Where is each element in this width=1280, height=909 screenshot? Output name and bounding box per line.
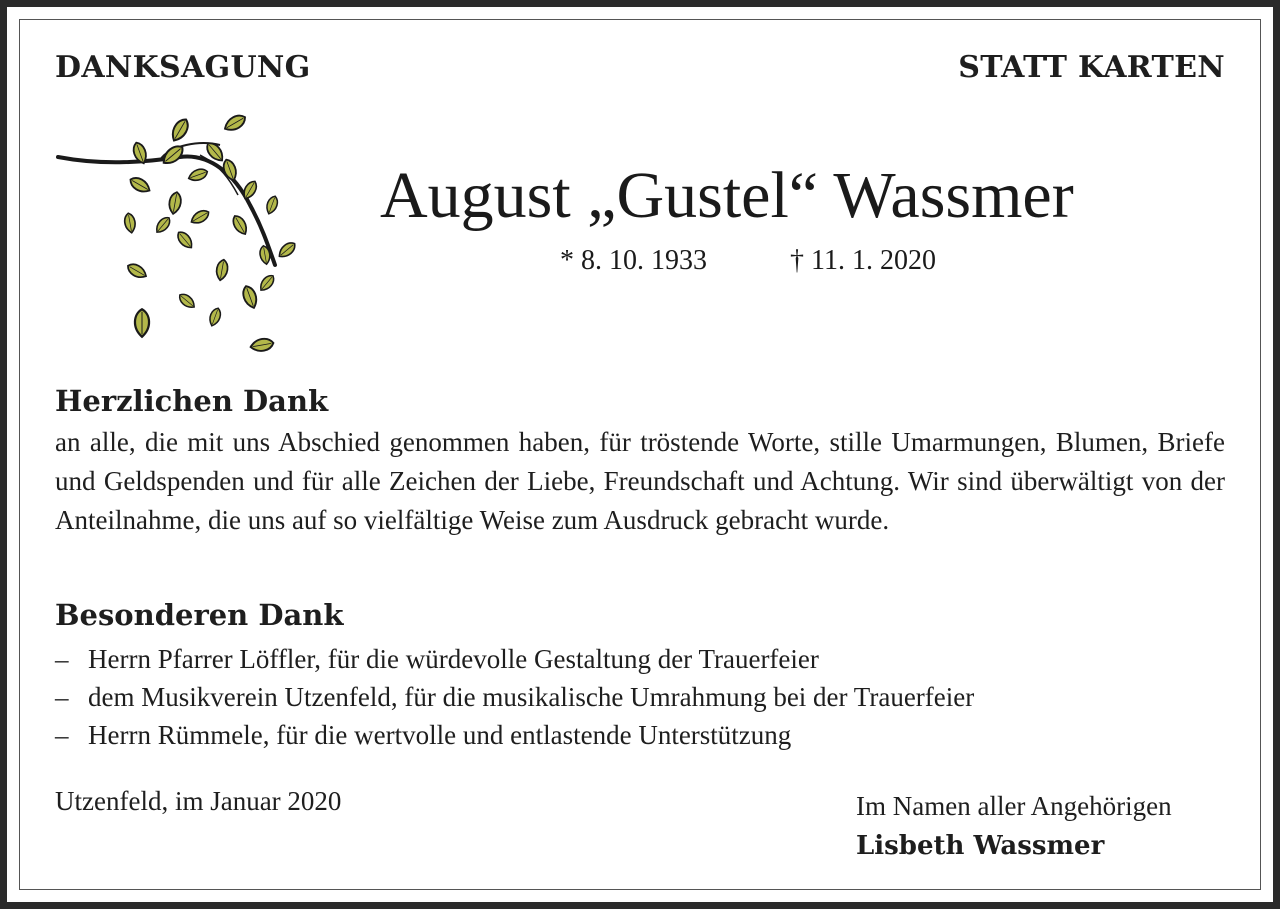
dash-bullet: – (55, 682, 69, 712)
list-item-text: dem Musikverein Utzenfeld, für die musikalische Umrahmung bei der Trauerfeier (88, 682, 975, 712)
signature-name: Lisbeth Wassmer (856, 831, 1105, 861)
list-item-text: Herrn Rümmele, für die wertvolle und entlastende Unterstützung (88, 720, 792, 750)
list-item-text: Herrn Pfarrer Löffler, für die würdevolle Gestaltung der Trauerfeier (88, 644, 819, 674)
birth-date: * 8. 10. 1933 (560, 245, 707, 276)
place-date: Utzenfeld, im Januar 2020 (55, 786, 342, 816)
signature-block (856, 786, 1172, 866)
dash-bullet: – (55, 720, 69, 750)
signature-line: Im Namen aller Angehörigen (856, 791, 1172, 821)
special-thanks-heading: Besonderen Dank (55, 598, 344, 632)
birch-branch-icon (50, 105, 310, 365)
dash-bullet: – (55, 644, 69, 674)
list-item (55, 640, 1225, 678)
thanks-heading: Herzlichen Dank (55, 384, 329, 418)
special-thanks-list (55, 640, 1225, 754)
thanks-text: an alle, die mit uns Abschied genommen haben, für tröstende Worte, stille Umarmungen, Blumen, Briefe und Geldspenden und für alle Zeichen der Liebe, Freundschaft und Achtung. Wir sind überwältigt von der Anteilnahme, die uns auf so vielfältige Weise zum Ausdruck gebracht wurde. (55, 427, 1225, 535)
death-date: † 11. 1. 2020 (790, 245, 936, 276)
list-item (55, 678, 1225, 716)
header-danksagung: DANKSAGUNG (55, 50, 311, 85)
header-statt-karten: STATT KARTEN (958, 50, 1225, 85)
deceased-name: August „Gustel“ Wassmer (380, 159, 1074, 232)
list-item (55, 716, 1225, 754)
